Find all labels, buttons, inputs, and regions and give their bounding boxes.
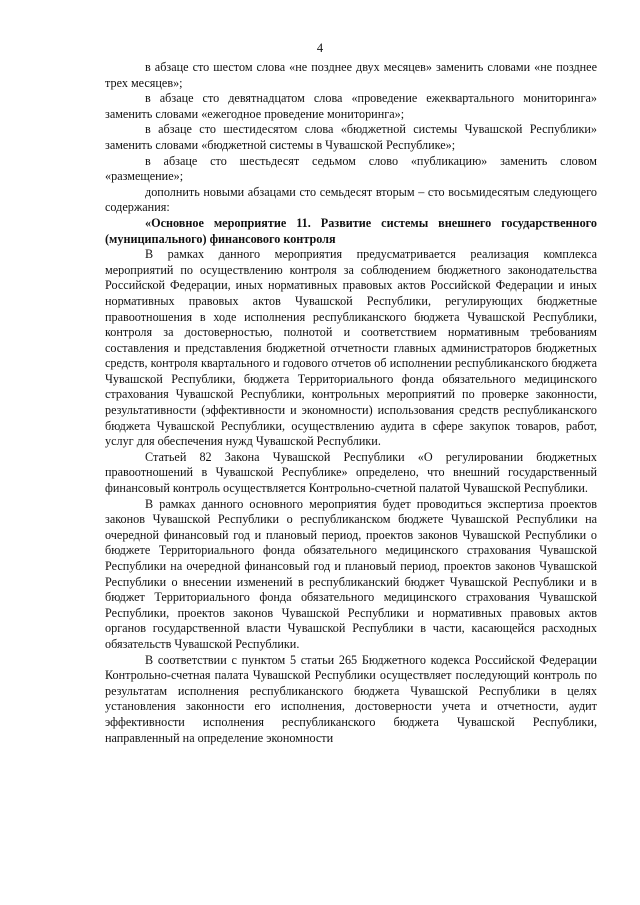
- paragraph-amendment-119: в абзаце сто девятнадцатом слова «проведение ежеквартального мониторинга» заменить словами «ежегодное проведение мониторинга»;: [105, 91, 597, 121]
- paragraph-article-82: Статьей 82 Закона Чувашской Республики «О регулировании бюджетных правоотношений в Чувашской Республике» определено, что внешний государственный финансовый контроль осуществляется Контрольно-счетной палатой Чувашской Республики.: [105, 449, 597, 496]
- section-heading: «Основное мероприятие 11. Развитие системы внешнего государственного (муниципального) финансового контроля: [105, 215, 597, 246]
- paragraph-expertise: В рамках данного основного мероприятия будет проводиться экспертиза проектов законов Чувашской Республики о республиканском бюджете Чувашской Республики на очередной финансовый год и плановый период, проектов законов Чувашской Республики о бюджете Территориального фонда обязательного медицинского страхования Чувашской Республики на очередной финансовый год и плановый период, проектов законов Чувашской Республики о внесении изменений в республиканский бюджет Чувашской Республики и в бюджет Территориального фонда обязательного медицинского страхования Чувашской Республики, проектов законов Чувашской Республики и нормативных правовых актов органов государственной власти Чувашской Республики в части, касающейся расходных обязательств Чувашской Республики.: [105, 496, 597, 651]
- paragraph-amendment-106: в абзаце сто шестом слова «не позднее двух месяцев» заменить словами «не позднее трех месяцев»;: [105, 60, 597, 90]
- page-number: 4: [316, 41, 324, 55]
- paragraph-amendment-167: в абзаце сто шестьдесят седьмом слово «публикацию» заменить словом «размещение»;: [105, 153, 597, 184]
- paragraph-article-265: В соответствии с пунктом 5 статьи 265 Бюджетного кодекса Российской Федерации Контрольно-счетная палата Чувашской Республики осуществляет последующий контроль по результатам исполнения республиканского бюджета Чувашской Республики в целях установления законности его исполнения, достоверности учета и отчетности, аудит эффективности исполнения республиканского бюджета Чувашской Республики, направленный на определение экономности: [105, 652, 597, 745]
- document-body: [105, 60, 597, 746]
- paragraph-amendment-160: в абзаце сто шестидесятом слова «бюджетной системы Чувашской Республики» заменить словами «бюджетной системы в Чувашской Республике»;: [105, 122, 597, 152]
- paragraph-control-measures: В рамках данного мероприятия предусматривается реализация комплекса мероприятий по осуществлению контроля за соблюдением бюджетного законодательства Российской Федерации, иных нормативных правовых актов Российской Федерации и иных нормативных правовых актов Чувашской Республики, регулирующих бюджетные правоотношения в ходе исполнения республиканского бюджета Чувашской Республики, контроля за достоверностью, полнотой и соответствием нормативным требованиям составления и представления бюджетной отчетности главных администраторов бюджетных средств, контроля квартального и годового отчетов об исполнении республиканского бюджета Чувашской Республики, бюджета Территориального фонда обязательного медицинского страхования Чувашской Республики, контрольных мероприятий по проверке законности, результативности (эффективности и экономности) использования средств республиканского бюджета Чувашской Республики, осуществлению аудита в сфере закупок товаров, работ, услуг для обеспечения нужд Чувашской Республики.: [105, 247, 597, 449]
- paragraph-amendment-add: дополнить новыми абзацами сто семьдесят вторым – сто восьмидесятым следующего содержания:: [105, 184, 597, 215]
